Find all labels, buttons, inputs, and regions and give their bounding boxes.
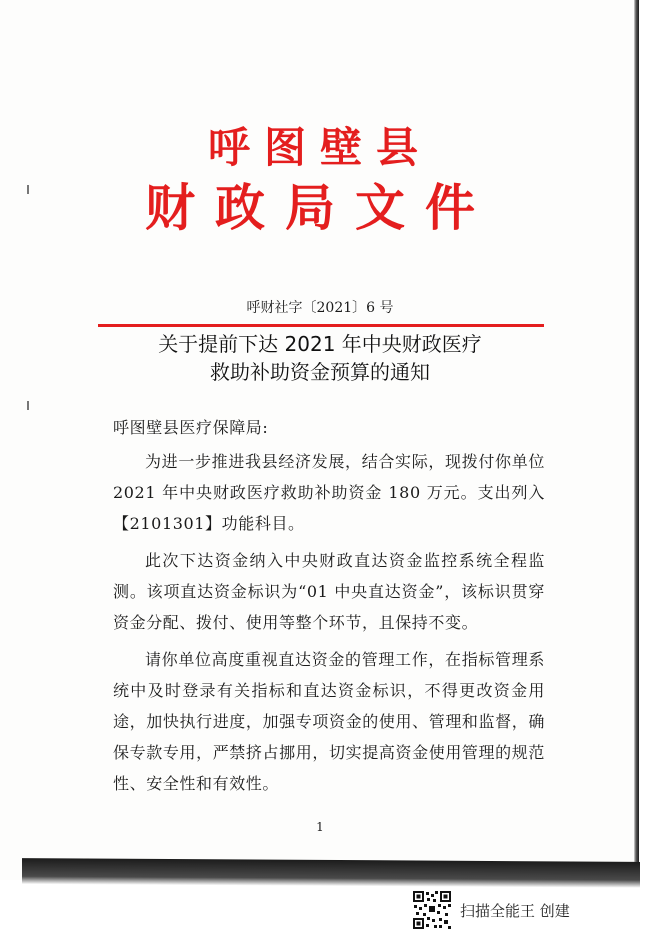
document-body <box>113 412 545 805</box>
document-title <box>0 330 640 386</box>
body-paragraph-1: 为进一步推进我县经济发展，结合实际，现拨付你单位 2021 年中央财政医疗救助补助资金 180 万元。支出列入【2101301】功能科目。 <box>113 452 545 533</box>
document-number: 呼财社字〔2021〕6 号 <box>246 300 394 316</box>
document-title-line-1: 关于提前下达 2021 年中央财政医疗 <box>158 332 482 356</box>
red-separator-line <box>98 324 544 327</box>
scan-shadow-bottom <box>22 858 640 888</box>
body-paragraph-3: 请你单位高度重视直达资金的管理工作，在指标管理系统中及时登录有关指标和直达资金标识，不得更改资金用途，加快执行进度，加强专项资金的使用、管理和监督，确保专款专用，严禁挤占挪用，切实提高资金使用管理的规范性、安全性和有效性。 <box>113 650 545 793</box>
page-number: 1 <box>316 820 324 834</box>
issuer-line-1: 呼图壁县 <box>207 123 432 172</box>
scan-shadow-right <box>634 0 639 866</box>
issuer-line-2: 财政局文件 <box>145 178 495 237</box>
scanner-watermark-text: 扫描全能王 创建 <box>460 901 570 920</box>
scanner-watermark <box>412 890 570 930</box>
document-title-line-2: 救助补助资金预算的通知 <box>210 360 430 384</box>
margin-mark <box>27 401 29 410</box>
salutation: 呼图壁县医疗保障局: <box>113 418 269 437</box>
body-paragraph-2: 此次下达资金纳入中央财政直达资金监控系统全程监测。该项直达资金标识为“01 中央直达资金”，该标识贯穿资金分配、拨付、使用等整个环节，且保持不变。 <box>113 551 545 632</box>
qr-code-icon <box>412 890 452 930</box>
